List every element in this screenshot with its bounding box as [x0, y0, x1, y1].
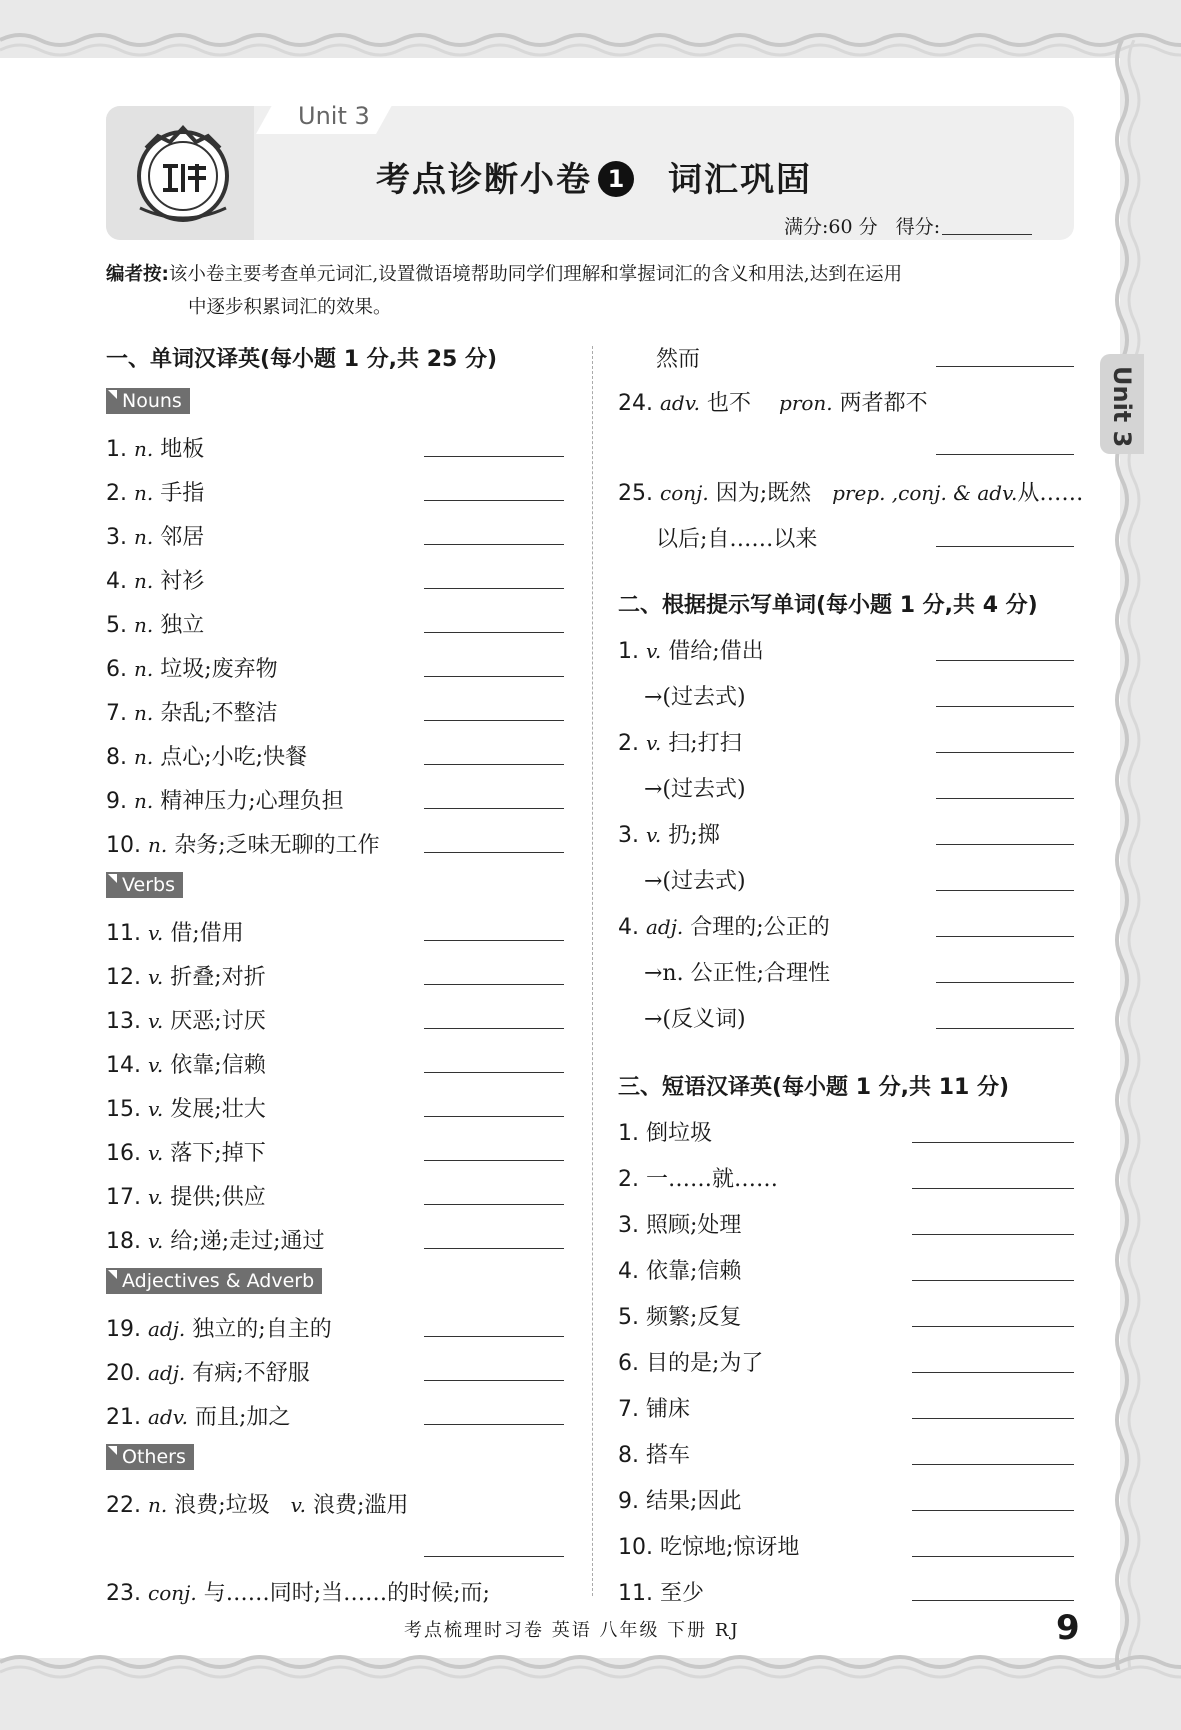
answer-line — [912, 1142, 1074, 1143]
bottom-wave-border — [0, 1650, 1181, 1710]
top-wave-border — [0, 0, 1181, 60]
answer-line — [424, 676, 564, 677]
answer-line — [424, 852, 564, 853]
section1-title: 一、单词汉译英(每小题 1 分,共 25 分) — [106, 347, 498, 372]
answer-line — [912, 1188, 1074, 1189]
s3-item-3: 3. 照顾;处理 — [618, 1213, 742, 1238]
s2-item-4-sub-2: →(反义词) — [644, 1007, 746, 1032]
tag-nouns: Nouns — [106, 388, 190, 414]
footer-text: 考点梳理时习卷 英语 八年级 下册 RJ — [404, 1620, 740, 1641]
s1-item-4: 4. n. 衬衫 — [106, 569, 205, 594]
s1-item-3: 3. n. 邻居 — [106, 525, 205, 550]
answer-line — [424, 544, 564, 545]
answer-line — [936, 844, 1074, 845]
s1-item-2: 2. n. 手指 — [106, 481, 205, 506]
s3-item-4: 4. 依靠;信赖 — [618, 1259, 742, 1284]
s2-item-4-sub-1: →n. 公正性;合理性 — [644, 961, 831, 986]
answer-line — [424, 1116, 564, 1117]
s1-item-10: 10. n. 杂务;乏味无聊的工作 — [106, 833, 380, 858]
s1-item-11: 11. v. 借;借用 — [106, 921, 244, 946]
section3-title: 三、短语汉译英(每小题 1 分,共 11 分) — [618, 1075, 1010, 1100]
answer-line — [424, 632, 564, 633]
s1-item-14: 14. v. 依靠;信赖 — [106, 1053, 266, 1078]
answer-line — [936, 798, 1074, 799]
s3-item-9: 9. 结果;因此 — [618, 1489, 742, 1514]
title-part2: 词汇巩固 — [668, 160, 812, 200]
editor-note — [106, 258, 1078, 324]
s3-item-6: 6. 目的是;为了 — [618, 1351, 764, 1376]
answer-line — [424, 1556, 564, 1557]
s3-item-10: 10. 吃惊地;惊讶地 — [618, 1535, 800, 1560]
answer-line — [912, 1234, 1074, 1235]
answer-line — [424, 984, 564, 985]
page-title — [376, 152, 812, 201]
answer-line — [424, 764, 564, 765]
answer-line — [424, 1248, 564, 1249]
column-divider — [592, 346, 593, 1596]
answer-line — [424, 1424, 564, 1425]
tag-others: Others — [106, 1444, 194, 1470]
answer-line — [424, 720, 564, 721]
s2-item-4: 4. adj. 合理的;公正的 — [618, 915, 830, 940]
s1-item-22: 22. n. 浪费;垃圾 v. 浪费;滥用 — [106, 1493, 409, 1518]
title-number-badge: 1 — [598, 161, 634, 197]
s2-item-3-sub: →(过去式) — [644, 869, 746, 894]
answer-line — [424, 500, 564, 501]
side-unit-tab — [1100, 354, 1144, 454]
s1-item-17: 17. v. 提供;供应 — [106, 1185, 266, 1210]
answer-line — [424, 1336, 564, 1337]
answer-line — [912, 1510, 1074, 1511]
answer-line — [936, 454, 1074, 455]
score-label: 得分: — [895, 216, 941, 238]
s1-item-21: 21. adv. 而且;加之 — [106, 1405, 291, 1430]
answer-line — [424, 588, 564, 589]
answer-line — [912, 1418, 1074, 1419]
answer-line — [912, 1600, 1074, 1601]
s1-item-20: 20. adj. 有病;不舒服 — [106, 1361, 310, 1386]
score-line — [784, 212, 1032, 239]
s1-item-19: 19. adj. 独立的;自主的 — [106, 1317, 332, 1342]
s3-item-5: 5. 频繁;反复 — [618, 1305, 742, 1330]
s1-item-25: 25. conj. 因为;既然 prep. ,conj. & adv.从…… — [618, 481, 1084, 506]
answer-line — [936, 706, 1074, 707]
answer-line — [936, 936, 1074, 937]
answer-line — [424, 1160, 564, 1161]
answer-line — [424, 1380, 564, 1381]
s1-item-8: 8. n. 点心;小吃;快餐 — [106, 745, 308, 770]
s1-item-23-continued: 然而 — [656, 347, 701, 372]
side-unit-label: Unit 3 — [1108, 366, 1136, 448]
answer-line — [912, 1372, 1074, 1373]
s1-item-25-continued: 以后;自……以来 — [656, 527, 818, 552]
answer-line — [424, 1072, 564, 1073]
answer-line — [424, 456, 564, 457]
s2-item-2-sub: →(过去式) — [644, 777, 746, 802]
s2-item-1: 1. v. 借给;借出 — [618, 639, 764, 664]
answer-line — [912, 1464, 1074, 1465]
title-part1: 考点诊断小卷 — [376, 160, 592, 200]
answer-line — [936, 660, 1074, 661]
answer-line — [424, 808, 564, 809]
editor-note-line1: 该小卷主要考查单元词汇,设置微语境帮助同学们理解和掌握词汇的含义和用法,达到在运用 — [168, 264, 903, 285]
s1-item-23: 23. conj. 与……同时;当……的时候;而; — [106, 1581, 490, 1606]
answer-line — [424, 940, 564, 941]
s1-item-15: 15. v. 发展;壮大 — [106, 1097, 266, 1122]
logo-panel — [106, 106, 254, 240]
s1-item-12: 12. v. 折叠;对折 — [106, 965, 266, 990]
full-score: 满分:60 分 — [784, 216, 878, 238]
s1-item-1: 1. n. 地板 — [106, 437, 205, 462]
s1-item-5: 5. n. 独立 — [106, 613, 205, 638]
s1-item-6: 6. n. 垃圾;废弃物 — [106, 657, 278, 682]
s3-item-1: 1. 倒垃圾 — [618, 1121, 713, 1146]
s1-item-9: 9. n. 精神压力;心理负担 — [106, 789, 344, 814]
answer-line — [936, 890, 1074, 891]
s1-item-24: 24. adv. 也不 pron. 两者都不 — [618, 391, 928, 416]
answer-line — [424, 1028, 564, 1029]
section2-title: 二、根据提示写单词(每小题 1 分,共 4 分) — [618, 593, 1038, 618]
answer-line — [912, 1326, 1074, 1327]
s1-item-18: 18. v. 给;递;走过;通过 — [106, 1229, 325, 1254]
editor-note-line2: 中逐步积累词汇的效果。 — [188, 297, 392, 318]
tag-adjectives-adverb: Adjectives & Adverb — [106, 1268, 322, 1294]
editor-note-label: 编者按: — [106, 264, 169, 285]
score-blank — [942, 216, 1032, 235]
answer-line — [936, 752, 1074, 753]
s2-item-2: 2. v. 扫;打扫 — [618, 731, 742, 756]
s1-item-13: 13. v. 厌恶;讨厌 — [106, 1009, 266, 1034]
answer-line — [936, 982, 1074, 983]
answer-line — [936, 546, 1074, 547]
page-number: 9 — [1056, 1608, 1080, 1648]
s2-item-3: 3. v. 扔;掷 — [618, 823, 720, 848]
s1-item-16: 16. v. 落下;掉下 — [106, 1141, 266, 1166]
answer-line — [936, 366, 1074, 367]
answer-line — [912, 1556, 1074, 1557]
s3-item-2: 2. 一……就…… — [618, 1167, 779, 1192]
s3-item-7: 7. 铺床 — [618, 1397, 691, 1422]
answer-line — [424, 1204, 564, 1205]
s2-item-1-sub: →(过去式) — [644, 685, 746, 710]
s1-item-7: 7. n. 杂乱;不整洁 — [106, 701, 278, 726]
answer-line — [912, 1280, 1074, 1281]
publisher-seal-icon — [128, 118, 238, 228]
s3-item-11: 11. 至少 — [618, 1581, 705, 1606]
unit-label: Unit 3 — [298, 102, 370, 130]
right-wave-border — [1112, 40, 1152, 1670]
s3-item-8: 8. 搭车 — [618, 1443, 691, 1468]
answer-line — [936, 1028, 1074, 1029]
tag-verbs: Verbs — [106, 872, 183, 898]
